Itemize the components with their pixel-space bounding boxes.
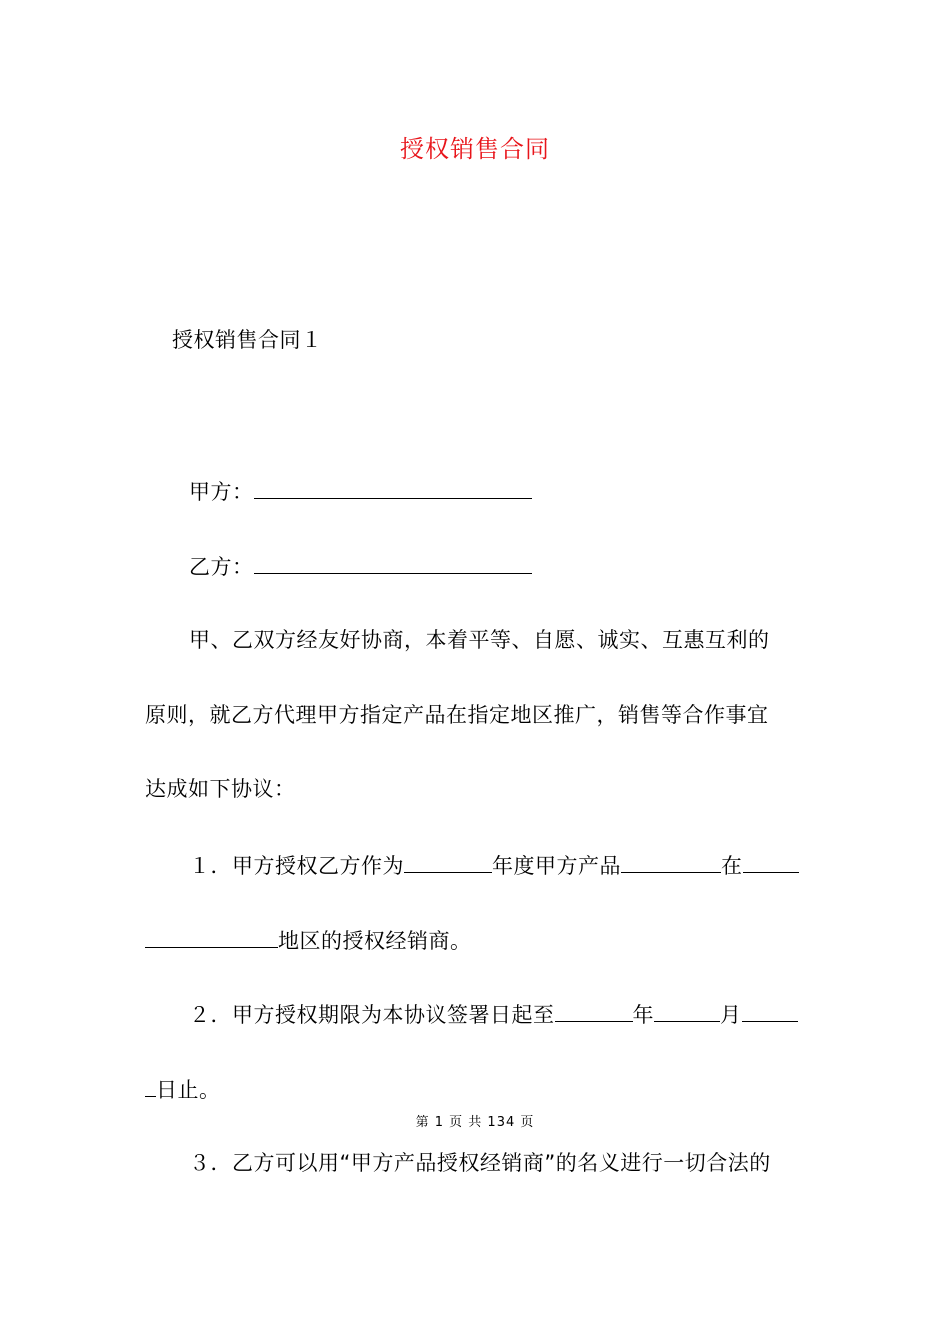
intro-line-1: 甲、乙双方经友好协商，本着平等、自愿、诚实、互惠互利的 xyxy=(189,628,770,652)
clause-1-year-blank xyxy=(404,850,492,873)
contract-subtitle: 授权销售合同１ xyxy=(172,328,323,352)
clause-2-month-blank xyxy=(654,999,720,1022)
intro-line-3: 达成如下协议： xyxy=(145,777,296,801)
clause-2-year: 年 xyxy=(632,1003,654,1027)
clause-2-day-blank-b xyxy=(145,1074,156,1097)
clause-2-month: 月 xyxy=(720,1003,742,1027)
clause-1-mid1: 年度甲方产品 xyxy=(492,854,621,878)
clause-1-region-blank-a xyxy=(743,850,799,873)
clause-2-prefix: ２．甲方授权期限为本协议签署日起至 xyxy=(189,1003,555,1027)
clause-1-line-2 xyxy=(145,925,472,955)
party-b-label: 乙方： xyxy=(189,555,254,579)
document-title: 授权销售合同 xyxy=(400,135,550,163)
clause-2-line-1 xyxy=(189,999,798,1029)
clause-2-day-blank-a xyxy=(742,999,798,1022)
clause-1-region-blank-b xyxy=(145,925,278,948)
intro-line-2: 原则，就乙方代理甲方指定产品在指定地区推广，销售等合作事宜 xyxy=(145,703,769,727)
party-b-line xyxy=(189,551,532,581)
clause-1-suffix: 地区的授权经销商。 xyxy=(278,929,472,953)
clause-2-year-blank xyxy=(555,999,633,1022)
party-a-label: 甲方： xyxy=(189,480,254,504)
clause-1-mid2: 在 xyxy=(721,854,743,878)
clause-1-product-blank xyxy=(621,850,721,873)
clause-1-prefix: １．甲方授权乙方作为 xyxy=(189,854,404,878)
clause-2-suffix: 日止。 xyxy=(156,1078,221,1102)
page-footer: 第 1 页 共 134 页 xyxy=(415,1115,535,1130)
party-a-line xyxy=(189,476,532,506)
party-b-blank xyxy=(254,551,532,574)
party-a-blank xyxy=(254,476,532,499)
clause-3-line-1: ３．乙方可以用“甲方产品授权经销商”的名义进行一切合法的 xyxy=(189,1151,771,1175)
clause-1-line-1 xyxy=(189,850,799,880)
clause-2-line-2 xyxy=(145,1074,221,1104)
